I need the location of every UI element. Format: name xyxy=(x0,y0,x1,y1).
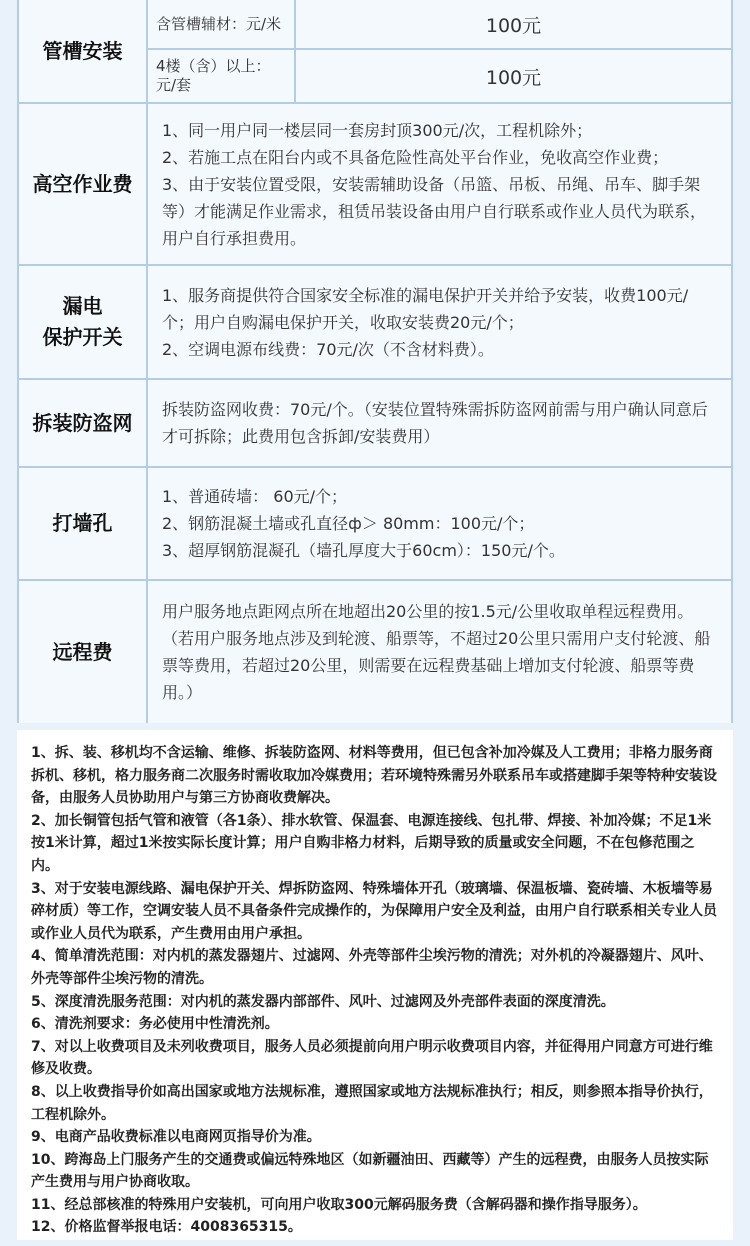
note-item: 1、拆、装、移机均不含运输、维修、拆装防盗网、材料等费用，但已包含补加冷媒及人工费用；非格力服务商拆机、移机，格力服务商二次服务时需收取加冷媒费用；若环境特殊需另外联系吊车或搭建脚手架等特种安装设备，由服务人员协助用户与第三方协商收费解决。 xyxy=(31,745,717,807)
content-line: 用户服务地点距网点所在地超出20公里的按1.5元/公里收取单程远程费用。（若用户服务地点涉及到轮渡、船票等，不超过20公里只需用户支付轮渡、船票等费用，若超过20公里，则需要在远程费基础上增加支付轮渡、船票等费用。） xyxy=(162,602,711,702)
content-line: 2、空调电源布线费：70元/次（不含材料费）。 xyxy=(162,339,494,359)
note-item: 9、电商产品收费标准以电商网页指导价为准。 xyxy=(31,1129,321,1146)
note-item: 5、深度清洗服务范围：对内机的蒸发器内部部件、风叶、过滤网及外壳部件表面的深度清洗。 xyxy=(31,993,615,1010)
content-line: 1、同一用户同一楼层同一套房封顶300元/次，工程机除外； xyxy=(162,120,593,140)
row-label-line: 保护开关 xyxy=(42,325,123,349)
notes-section xyxy=(17,730,733,1240)
price-value: 100元 xyxy=(485,14,542,37)
content-line: 2、若施工点在阳台内或不具备危险性高处平台作业，免收高空作业费； xyxy=(162,147,669,167)
table-row xyxy=(19,581,731,723)
content-line: 拆装防盗网收费：70元/个。（安装位置特殊需拆防盗网前需与用户确认同意后才可拆除；此费用包含拆卸/安装费用） xyxy=(162,400,708,446)
sub-row xyxy=(148,0,731,50)
sub-label: 含管槽辅材：元/米 xyxy=(148,0,296,48)
table-row xyxy=(19,104,731,266)
content-line: 2、钢筋混凝土墙或孔直径ф＞ 80mm：100元/个； xyxy=(162,514,535,533)
fee-table xyxy=(17,0,733,723)
row-label: 远程费 xyxy=(19,581,148,723)
table-row xyxy=(19,0,731,104)
row-content xyxy=(148,468,731,579)
note-item: 10、跨海岛上门服务产生的交通费或偏远特殊地区（如新疆油田、西藏等）产生的远程费，由服务人员按实际产生费用与用户协商收取。 xyxy=(31,1151,709,1191)
sub-row xyxy=(148,50,731,102)
table-row xyxy=(19,266,731,380)
content-line: 3、由于安装位置受限，安装需辅助设备（吊篮、吊板、吊绳、吊车、脚手架等）才能满足作业需求，租赁吊装设备由用户自行联系或作业人员代为联系，用户自行承担费用。 xyxy=(162,174,707,248)
sub-label: 4楼（含）以上：元/套 xyxy=(148,50,296,102)
price-value: 100元 xyxy=(485,66,542,89)
content-line: 1、普通砖墙： 60元/个； xyxy=(162,487,348,506)
row-sub-group xyxy=(148,0,731,102)
note-item: 6、清洗剂要求：务必使用中性清洗剂。 xyxy=(31,1016,279,1033)
table-row xyxy=(19,380,731,468)
row-label-line: 漏电 xyxy=(62,294,103,318)
row-label: 拆装防盗网 xyxy=(19,380,148,466)
row-label: 打墙孔 xyxy=(19,468,148,579)
note-item: 12、价格监督举报电话：4008365315。 xyxy=(31,1219,302,1236)
row-label: 高空作业费 xyxy=(19,104,148,264)
note-item: 8、以上收费指导价如高出国家或地方法规标准，遵照国家或地方法规标准执行；相反，则参照本指导价执行，工程机除外。 xyxy=(31,1083,713,1123)
row-label xyxy=(19,266,148,378)
note-item: 4、简单清洗范围：对内机的蒸发器翅片、过滤网、外壳等部件尘埃污物的清洗；对外机的冷凝器翅片、风叶、外壳等部件尘埃污物的清洗。 xyxy=(31,948,713,987)
content-line: 3、超厚钢筋混凝孔（墙孔厚度大于60cm）：150元/个。 xyxy=(162,541,565,560)
note-item: 2、加长铜管包括气管和液管（各1条）、排水软管、保温套、电源连接线、包扎带、焊接、补加冷媒；不足1米按1米计算，超过1米按实际长度计算；用户自购非格力材料，后期导致的质量或安全问题，不在包修范围之内。 xyxy=(31,812,712,874)
row-content xyxy=(148,266,731,378)
row-label: 管槽安装 xyxy=(19,0,148,102)
row-content xyxy=(148,581,731,723)
note-item: 11、经总部核准的特殊用户安装机，可向用户收取300元解码服务费（含解码器和操作指导服务）。 xyxy=(31,1196,647,1213)
note-item: 3、对于安装电源线路、漏电保护开关、焊拆防盗网、特殊墙体开孔（玻璃墙、保温板墙、瓷砖墙、木板墙等易碎材质）等工作，空调安装人员不具备条件完成操作的，为保障用户安全及利益，由用户自行联系相关专业人员或作业人员代为联系，产生费用由用户承担。 xyxy=(31,880,717,942)
table-row xyxy=(19,468,731,581)
row-content xyxy=(148,380,731,466)
note-item: 7、对以上收费项目及未列收费项目，服务人员必须提前向用户明示收费项目内容，并征得用户同意方可进行维修及收费。 xyxy=(31,1038,713,1078)
row-content xyxy=(148,104,731,264)
content-line: 1、服务商提供符合国家安全标准的漏电保护开关并给予安装，收费100元/个；用户自购漏电保护开关，收取安装费20元/个； xyxy=(162,285,689,332)
